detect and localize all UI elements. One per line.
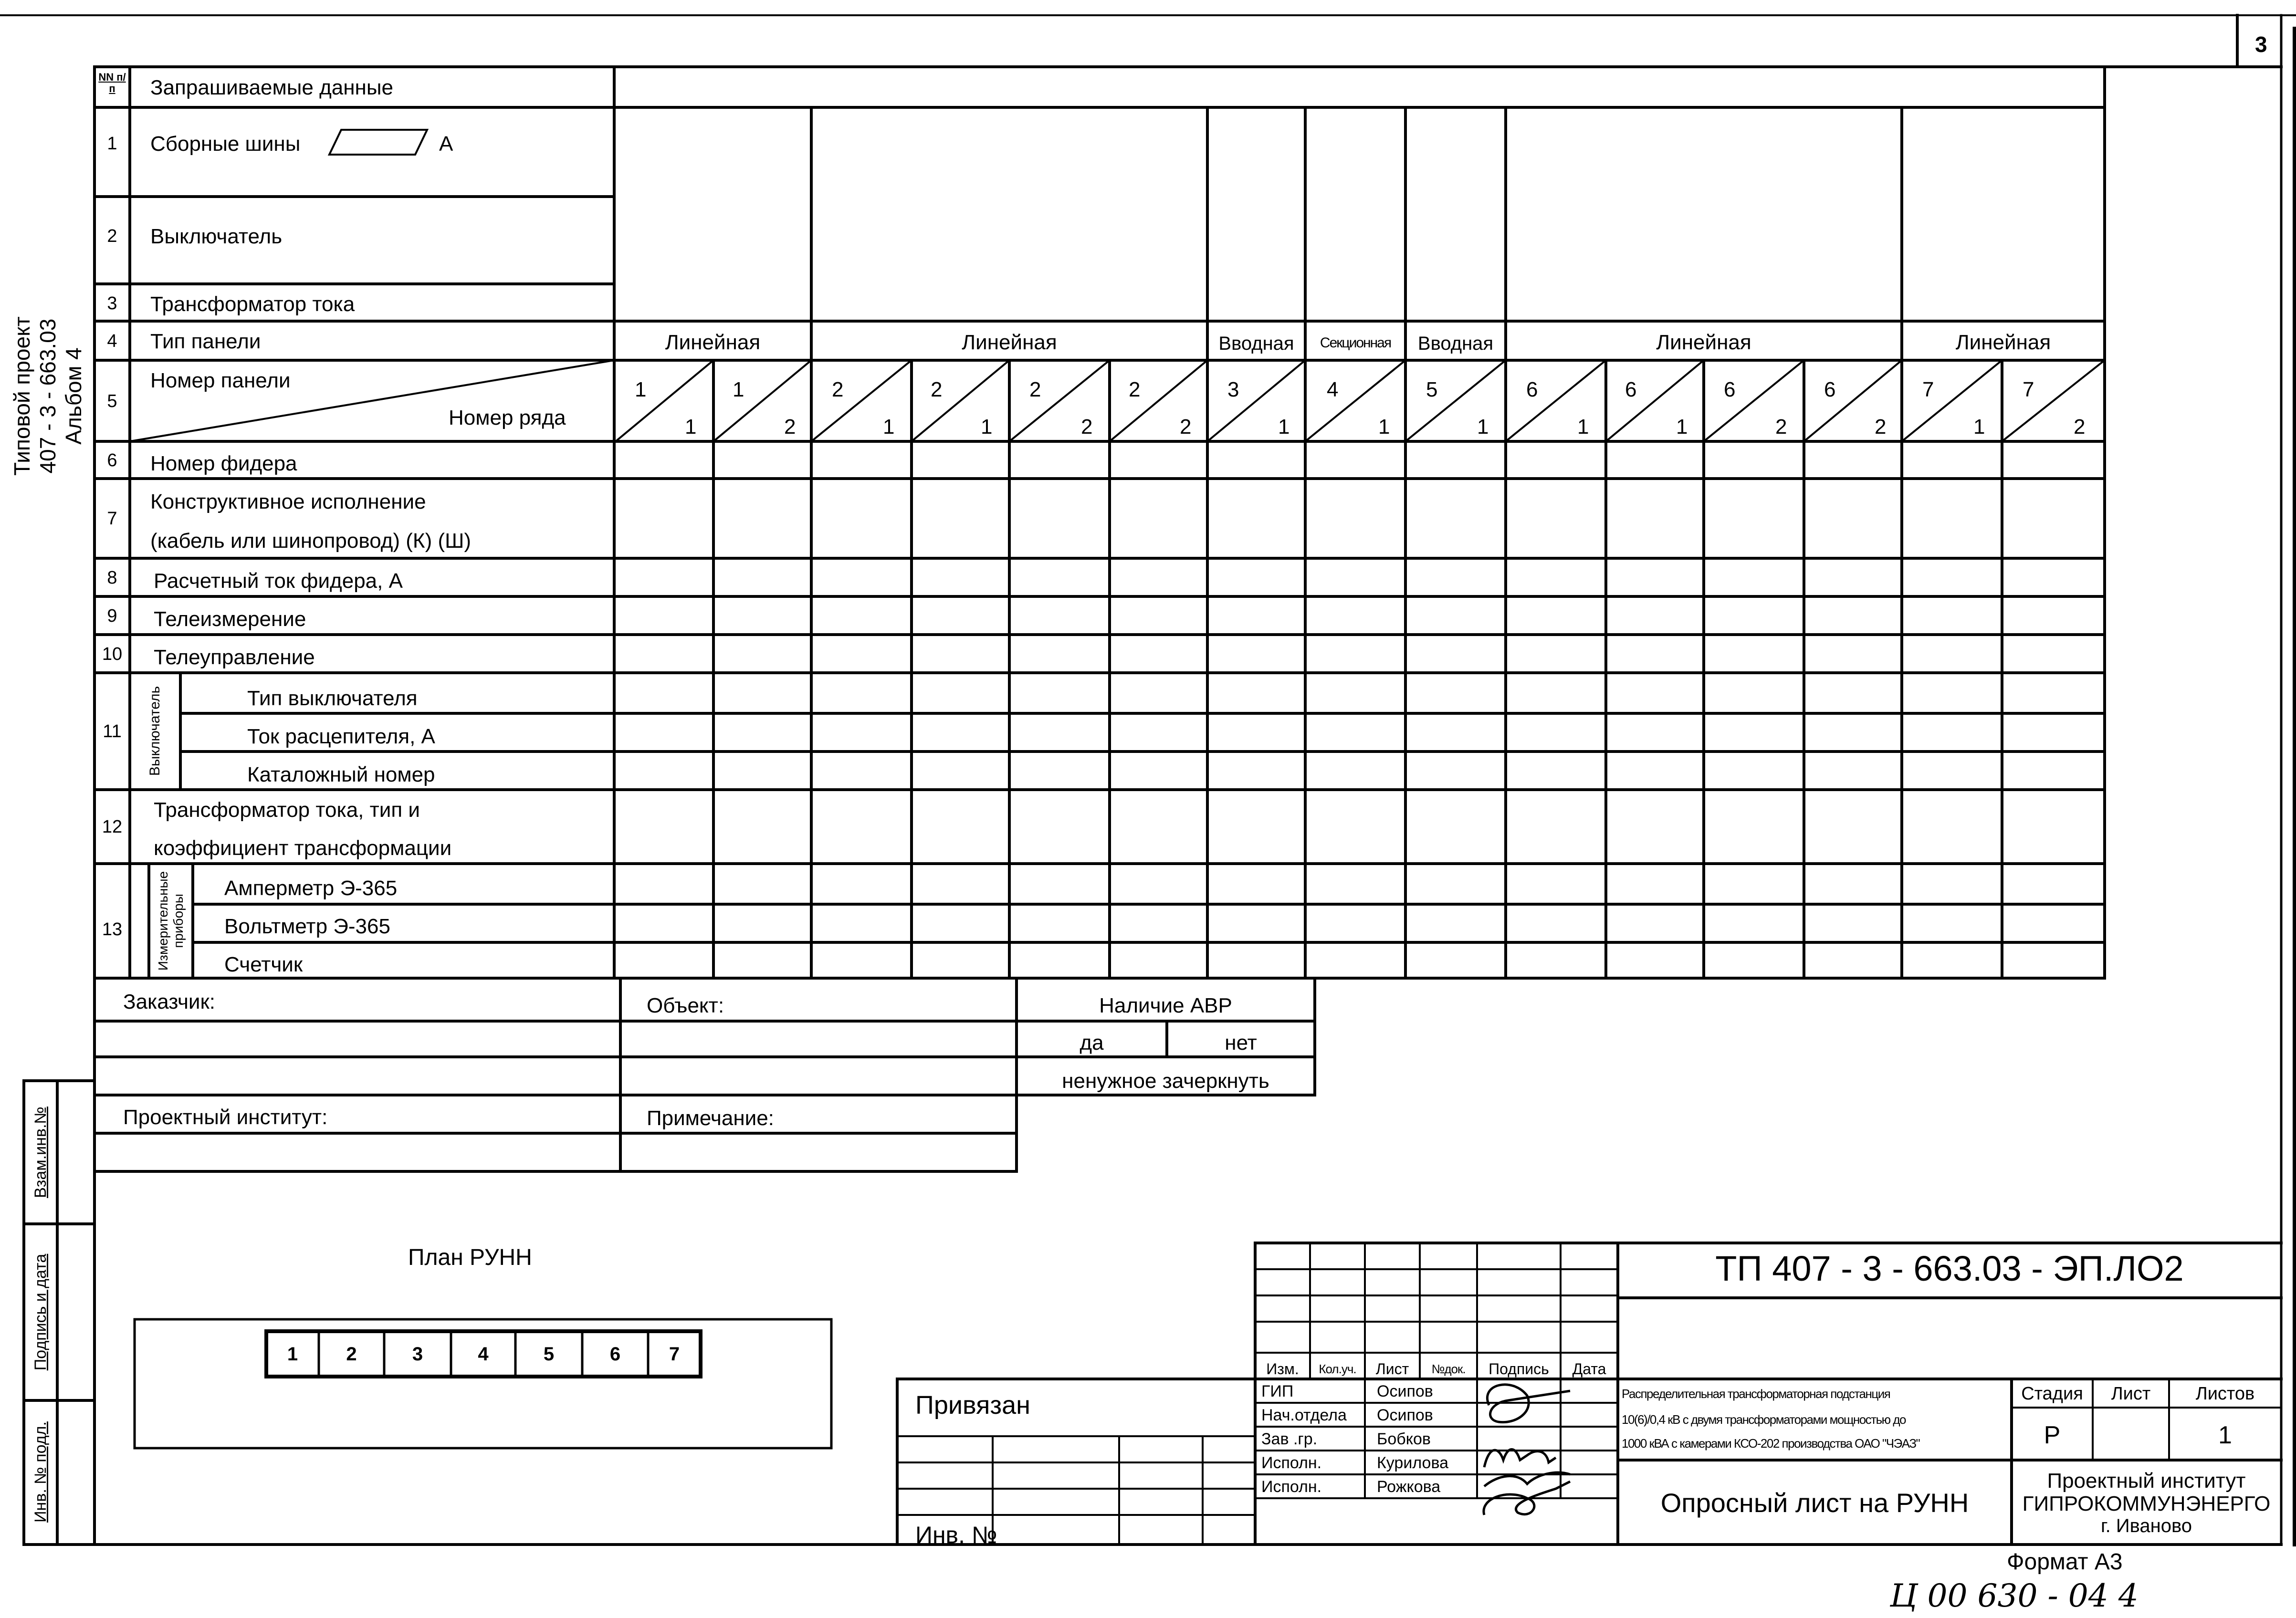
panel-row: 2 (1775, 415, 1787, 438)
row-number: 2 (107, 226, 117, 246)
row-number: 13 (102, 919, 123, 939)
description-line: 1000 кВА с камерами КСО-202 производства ОАО "ЧЭАЗ" (1622, 1436, 1920, 1451)
panel-number: 6 (1724, 378, 1736, 401)
side-title-line2: 407 - 3 - 663.03 (35, 318, 60, 474)
panel-row: 2 (1875, 415, 1887, 438)
instruments-group-a: Измерительные (156, 871, 170, 971)
panel-type-linear: Линейная (1656, 331, 1751, 354)
col-header-kol-uch: Кол.уч. (1319, 1362, 1356, 1376)
row-label-design-a: Конструктивное исполнение (150, 490, 426, 513)
side-title (0, 272, 95, 520)
institute-line: г. Иваново (2100, 1515, 2192, 1536)
panel-type-linear: Линейная (962, 331, 1057, 354)
institute-line: ГИПРОКОММУНЭНЕРГО (2022, 1492, 2271, 1515)
requested-data-header: Запрашиваемые данные (150, 76, 393, 99)
panel-number: 2 (1029, 378, 1041, 401)
stamp-vzam-inv: Взам.инв.№ (31, 1107, 50, 1198)
person-name: Курилова (1377, 1454, 1449, 1472)
institute-label: Проектный институт: (123, 1106, 328, 1129)
panel-number: 6 (1625, 378, 1637, 401)
panel-number: 1 (635, 378, 647, 401)
row-label-ammeter: Амперметр Э-365 (224, 877, 398, 900)
avr-label: Наличие АВР (1099, 994, 1232, 1017)
row-number: 7 (107, 509, 117, 529)
row-number: 3 (107, 293, 117, 313)
panel-number: 1 (733, 378, 744, 401)
panel-row: 1 (1278, 415, 1290, 438)
plan-cell: 6 (609, 1344, 621, 1365)
panel-type-input: Вводная (1218, 333, 1294, 354)
panel-number: 6 (1526, 378, 1538, 401)
person-name: Рожкова (1377, 1478, 1441, 1496)
plan-cell: 5 (543, 1344, 555, 1365)
row-label-design-b: (кабель или шинопровод) (К) (Ш) (150, 529, 472, 553)
strike-unneeded: ненужное зачеркнуть (1062, 1069, 1269, 1093)
description-line: 10(6)/0,4 кВ с двумя трансформаторами мощностью до (1622, 1412, 1906, 1427)
panel-row: 1 (1378, 415, 1390, 438)
role: Зав .гр. (1261, 1430, 1318, 1448)
stamp-inv-podl: Инв. № подл. (31, 1421, 50, 1523)
panel-row: 1 (981, 415, 993, 438)
panel-number: 7 (1922, 378, 1934, 401)
panel-row: 1 (685, 415, 697, 438)
panel-number: 3 (1227, 378, 1239, 401)
description-line: Распределительная трансформаторная подстанция (1622, 1387, 1890, 1401)
stage-label: Стадия (2021, 1384, 2083, 1404)
document-code: ТП 407 - 3 - 663.03 - ЭП.ЛО2 (1715, 1249, 2184, 1288)
panel-row: 2 (1180, 415, 1192, 438)
row-label-meter: Счетчик (224, 953, 303, 976)
person-name: Бобков (1377, 1430, 1431, 1448)
panel-row: 1 (1577, 415, 1589, 438)
col-header-izm: Изм. (1266, 1360, 1299, 1378)
row-number: 4 (107, 331, 117, 351)
plan-cell: 7 (669, 1344, 680, 1365)
side-title-line3: Альбом 4 (61, 347, 86, 445)
panel-row: 1 (1973, 415, 1985, 438)
panel-type-sectional: Секционная (1320, 335, 1391, 351)
sheet-number: 3 (2255, 32, 2267, 57)
panel-row: 2 (1081, 415, 1093, 438)
panel-number: 5 (1426, 378, 1438, 401)
row-label-switch-group: Выключатель (147, 686, 163, 776)
row-label-catalog-number: Каталожный номер (247, 763, 435, 786)
institute-line: Проектный институт (2047, 1469, 2246, 1493)
col-header-doc: №док. (1431, 1362, 1466, 1376)
plan-cell: 4 (478, 1344, 489, 1365)
instruments-group-b: приборы (171, 894, 186, 948)
col-header-date: Дата (1572, 1360, 1606, 1378)
panel-row: 1 (1477, 415, 1489, 438)
row-label-feeder-number: Номер фидера (150, 452, 297, 475)
panel-row: 1 (883, 415, 895, 438)
row-label-switch: Выключатель (150, 225, 283, 248)
sheet-label: Лист (2111, 1384, 2151, 1404)
row-number: 9 (107, 606, 117, 626)
row-label-ct-type-b: коэффициент трансформации (154, 836, 452, 860)
row-number: 5 (107, 391, 117, 411)
role: Исполн. (1261, 1454, 1322, 1472)
plan-cell: 1 (287, 1344, 298, 1365)
sheets-label: Листов (2195, 1384, 2255, 1404)
privyazan-label: Привязан (915, 1391, 1030, 1420)
avr-yes: да (1080, 1031, 1104, 1054)
person-name: Осипов (1377, 1382, 1433, 1400)
stamp-institute (2012, 1470, 2281, 1536)
row-number: 1 (107, 134, 117, 154)
col-header-list: Лист (1375, 1360, 1409, 1378)
side-title-line1: Типовой проект (10, 316, 34, 476)
plan-title: План РУНН (408, 1245, 532, 1270)
row-label-feeder-current: Расчетный ток фидера, А (154, 569, 403, 593)
avr-no: нет (1225, 1031, 1257, 1054)
col-header-signature: Подпись (1489, 1360, 1549, 1378)
row-label-busbars: Сборные шины (150, 132, 301, 156)
row-label-ct: Трансформатор тока (150, 292, 355, 316)
row-label-trip-current: Ток расцепителя, А (247, 725, 435, 748)
panel-row: 2 (784, 415, 796, 438)
row-number: 12 (102, 817, 123, 837)
panel-number: 2 (832, 378, 844, 401)
sheets-value: 1 (2218, 1421, 2232, 1449)
panel-number: 2 (931, 378, 943, 401)
row-number: 10 (102, 644, 123, 664)
panel-number: 4 (1327, 378, 1339, 401)
plan-cell: 3 (412, 1344, 423, 1365)
document-title: Опросный лист на РУНН (1660, 1488, 1969, 1518)
role: Нач.отдела (1261, 1406, 1347, 1424)
row-label-telecontrol: Телеуправление (154, 646, 315, 669)
panel-number: 7 (2023, 378, 2034, 401)
role: ГИП (1261, 1382, 1294, 1400)
nn-header: NN п/п (98, 71, 126, 94)
panel-row: 2 (2074, 415, 2086, 438)
note-label: Примечание: (647, 1107, 774, 1130)
panel-number: 2 (1129, 378, 1141, 401)
panel-number: 6 (1824, 378, 1836, 401)
row-label-ct-type-a: Трансформатор тока, тип и (154, 798, 420, 822)
customer-label: Заказчик: (123, 990, 215, 1013)
row-number: 8 (107, 568, 117, 588)
row-number: 6 (107, 450, 117, 470)
handwritten-code: Ц 00 630 - 04 4 (1890, 1577, 2139, 1614)
stamp-podpis-data: Подпись и дата (31, 1253, 50, 1371)
panel-row: 1 (1676, 415, 1688, 438)
row-label-busbars-unit: А (439, 132, 453, 156)
row-label-telemetry: Телеизмерение (154, 607, 306, 631)
plan-cell: 2 (346, 1344, 357, 1365)
row-number: 11 (103, 721, 122, 741)
role: Исполн. (1261, 1478, 1322, 1496)
row-label-instruments-group (156, 871, 186, 971)
row-label-panel-number: Номер панели (150, 369, 291, 392)
row-label-row-number: Номер ряда (449, 406, 566, 429)
panel-type-linear: Линейная (1955, 331, 2051, 354)
person-name: Осипов (1377, 1406, 1433, 1424)
row-label-switch-type: Тип выключателя (247, 687, 418, 710)
stage-value: Р (2044, 1421, 2061, 1449)
object-label: Объект: (647, 994, 724, 1017)
row-label-panel-type: Тип панели (150, 330, 261, 353)
row-label-voltmeter: Вольтметр Э-365 (224, 915, 390, 938)
panel-type-input: Вводная (1417, 333, 1494, 354)
panel-type-linear: Линейная (665, 331, 761, 354)
format-label: Формат А3 (2007, 1549, 2123, 1575)
inv-number-label: Инв. № (915, 1522, 997, 1548)
